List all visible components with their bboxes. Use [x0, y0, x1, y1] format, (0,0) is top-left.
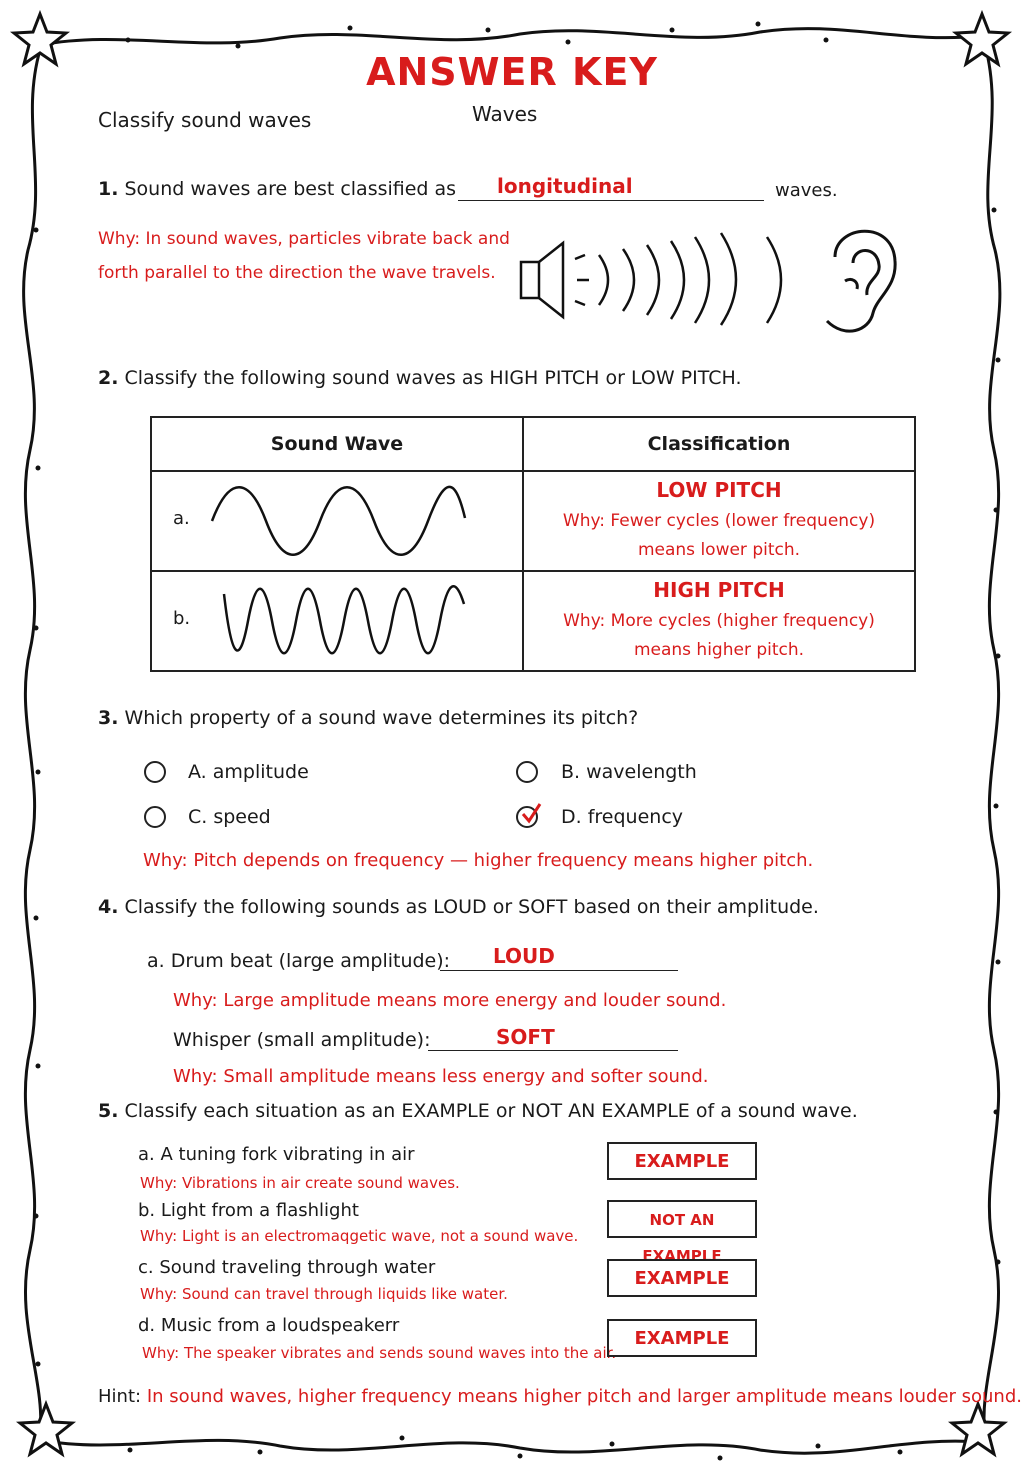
q3-why: Why: Pitch depends on frequency — higher frequency means higher pitch.: [143, 850, 814, 871]
q5-item-b-prompt: b. Light from a flashlight: [138, 1200, 359, 1221]
row-why-line-2: means lower pitch.: [637, 540, 801, 560]
q5-item-c-why: Why: Sound can travel through liquids like water.: [140, 1285, 508, 1303]
question-3: [98, 707, 638, 729]
row-answer: LOW PITCH: [656, 478, 782, 502]
table-row: [151, 471, 915, 571]
question-text: Classify the following sounds as LOUD or SOFT based on their amplitude.: [124, 896, 819, 918]
option-a-radio[interactable]: [144, 761, 166, 783]
classification-cell: [523, 571, 915, 671]
q5-item-b-why: Why: Light is an electromaqgetic wave, not a sound wave.: [140, 1227, 579, 1245]
option-d-radio[interactable]: [516, 806, 538, 828]
question-text: Sound waves are best classified as: [124, 178, 457, 200]
row-answer: HIGH PITCH: [653, 578, 785, 602]
q4-item-b-why: Why: Small amplitude means less energy and softer sound.: [173, 1066, 709, 1087]
star-icon: [952, 1404, 1004, 1454]
q5-item-b-answer-box: NOT AN EXAMPLE: [607, 1200, 757, 1238]
worksheet-topic: Classify sound waves: [98, 108, 312, 132]
q5-item-c-prompt: c. Sound traveling through water: [138, 1257, 436, 1278]
question-number: 5.: [98, 1100, 119, 1122]
q5-item-d-answer-box: EXAMPLE: [607, 1319, 757, 1357]
table-header-row: [151, 417, 915, 471]
q4-item-b-answer: SOFT: [496, 1025, 555, 1049]
question-5: [98, 1100, 858, 1122]
q5-item-a-prompt: a. A tuning fork vibrating in air: [138, 1144, 415, 1165]
q4-item-a-prompt: a. Drum beat (large amplitude):: [147, 950, 451, 972]
hint: [98, 1386, 1022, 1407]
question-4: [98, 896, 819, 918]
option-d-label: D. frequency: [561, 806, 684, 828]
q4-item-a-why: Why: Large amplitude means more energy and louder sound.: [173, 990, 727, 1011]
question-number: 2.: [98, 367, 119, 389]
q5-item-d-why: Why: The speaker vibrates and sends sound waves into the air.: [142, 1344, 617, 1362]
q4-item-b-prompt: Whisper (small amplitude):: [173, 1029, 431, 1051]
question-text: Which property of a sound wave determines its pitch?: [124, 707, 639, 729]
table-row: [151, 571, 915, 671]
question-1: [98, 178, 456, 200]
row-label: b.: [173, 608, 191, 629]
row-why-line-1: Why: Fewer cycles (lower frequency): [562, 511, 876, 531]
q1-suffix: waves.: [775, 180, 838, 201]
row-why-line-2: means higher pitch.: [633, 640, 805, 660]
q4-item-a-answer: LOUD: [493, 944, 555, 968]
pitch-table: [150, 416, 916, 672]
answer-line: [440, 970, 678, 971]
option-b-label: B. wavelength: [561, 761, 697, 783]
question-number: 1.: [98, 178, 119, 200]
classification-cell: [523, 471, 915, 571]
q5-item-a-answer-box: EXAMPLE: [607, 1142, 757, 1180]
page-title: ANSWER KEY: [366, 50, 658, 94]
question-number: 3.: [98, 707, 119, 729]
wave-cell: [151, 471, 523, 571]
question-2: [98, 367, 742, 389]
worksheet-subtitle: Waves: [472, 102, 538, 126]
option-c-label: C. speed: [188, 806, 271, 828]
row-label: a.: [173, 508, 190, 529]
hint-label: Hint:: [98, 1386, 142, 1407]
option-b-radio[interactable]: [516, 761, 538, 783]
answer-line: [428, 1050, 678, 1051]
q1-why-line-1: Why: In sound waves, particles vibrate back and: [98, 229, 510, 249]
option-a-label: A. amplitude: [188, 761, 309, 783]
high-pitch-wave: [220, 584, 475, 658]
q5-item-d-prompt: d. Music from a loudspeakerr: [138, 1315, 400, 1336]
q5-item-c-answer-box: EXAMPLE: [607, 1259, 757, 1297]
question-number: 4.: [98, 896, 119, 918]
q1-answer: longitudinal: [497, 174, 633, 198]
sound-wave-illustration: [515, 215, 910, 340]
q5-item-a-why: Why: Vibrations in air create sound waves.: [140, 1174, 460, 1192]
question-text: Classify each situation as an EXAMPLE or NOT AN EXAMPLE of a sound wave.: [124, 1100, 858, 1122]
star-icon: [20, 1404, 72, 1454]
answer-line: [458, 200, 764, 201]
row-why-line-1: Why: More cycles (higher frequency): [563, 611, 875, 631]
question-text: Classify the following sound waves as HIGH PITCH or LOW PITCH.: [124, 367, 742, 389]
ear-icon: [827, 231, 895, 331]
speaker-icon: [521, 243, 589, 317]
low-pitch-wave: [207, 478, 472, 564]
q1-why-line-2: forth parallel to the direction the wave travels.: [98, 263, 496, 283]
option-c-radio[interactable]: [144, 806, 166, 828]
checkmark-icon: [520, 802, 542, 826]
column-header: Sound Wave: [151, 417, 523, 471]
wave-cell: [151, 571, 523, 671]
hint-text: In sound waves, higher frequency means higher pitch and larger amplitude means louder sound.: [146, 1386, 1022, 1407]
column-header: Classification: [523, 417, 915, 471]
